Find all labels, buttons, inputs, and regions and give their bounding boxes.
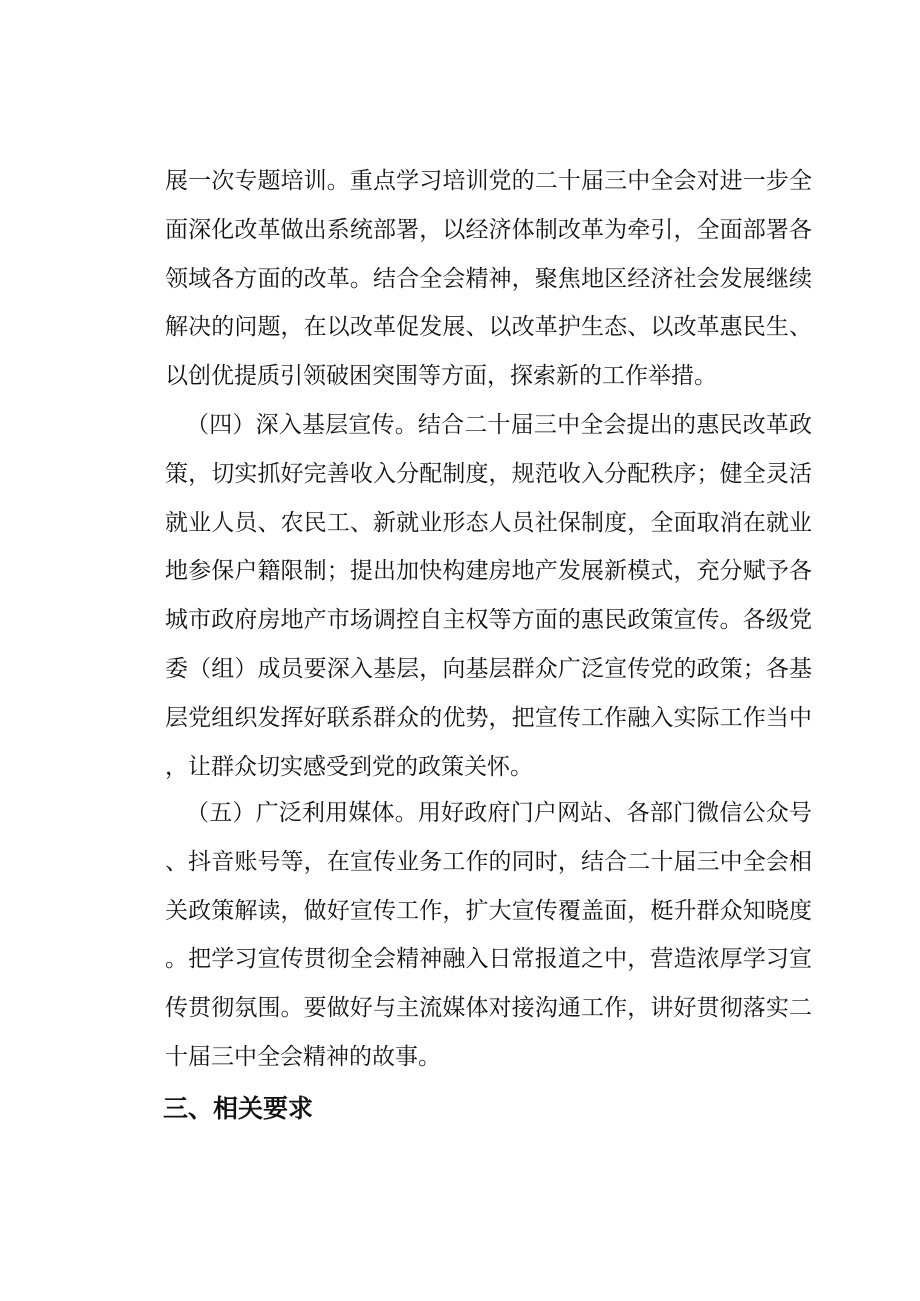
paragraph-media-usage: （五）广泛利用媒体。用好政府门户网站、各部门微信公众号、抖音账号等，在宣传业务工作的同时，结合二十届三中全会相关政策解读，做好宣传工作，扩大宣传覆盖面，梃升群众知晓度。把学习宣传贯彻全会精神融入日常报道之中，营造浓厚学习宣传贯彻氛围。要做好与主流媒体对接沟通工作，讲好贯彻落实二十届三中全会精神的故事。 <box>165 800 812 1070</box>
paragraph-training: 展一次专题培训。重点学习培训党的二十届三中全会对进一步全面深化改革做出系统部署，以经济体制改革为牵引，全面部署各领域各方面的改革。结合全会精神，聚焦地区经济社会发展继续解决的问题，在以改革促发展、以改革护生态、以改革惠民生、以创优提质引领破困突围等方面，探索新的工作举措。 <box>165 168 812 390</box>
section-heading-requirements: 三、相关要求 <box>163 1094 314 1123</box>
paragraph-grassroots-publicity: （四）深入基层宣传。结合二十届三中全会提出的惠民改革政策，切实抓好完善收入分配制度，规范收入分配秩序；健全灵活就业人员、农民工、新就业形态人员社保制度，全面取消在就业地参保户籍限制；提出加快构建房地产发展新模式，充分赋予各城市政府房地产市场调控自主权等方面的惠民政策宣传。各级党委（组）成员要深入基层，向基层群众广泛宣传党的政策；各基层党组织发挥好联系群众的优势，把宣传工作融入实际工作当中，让群众切实感受到党的政策关怀。 <box>165 412 812 780</box>
